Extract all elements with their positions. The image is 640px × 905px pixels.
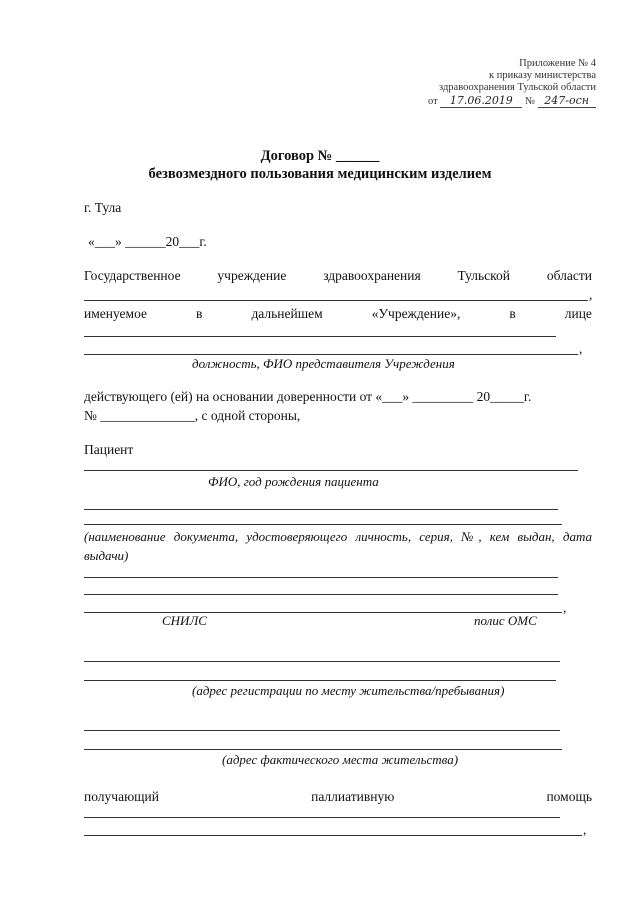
institution-word: области — [546, 268, 592, 283]
blank-line — [84, 354, 578, 355]
appendix-date-handwritten: 17.06.2019 — [440, 94, 522, 108]
appendix-number-prefix: № — [524, 96, 535, 107]
appendix-line-3: здравоохранения Тульской области — [439, 82, 596, 93]
blank-line — [84, 817, 560, 818]
appendix-number-handwritten: 247-осн — [538, 94, 596, 108]
contract-date-line: «___» ______20___г. — [88, 234, 207, 249]
named-word: дальнейшем — [251, 306, 323, 321]
blank-line — [84, 336, 556, 337]
receiving-care-row — [84, 789, 592, 805]
named-word: «Учреждение», — [371, 306, 461, 321]
blank-line — [84, 730, 560, 731]
snils-caption: СНИЛС — [162, 613, 207, 628]
named-word: именуемое — [84, 306, 147, 321]
blank-line — [84, 680, 556, 681]
receiving-word: паллиативную — [311, 789, 395, 804]
named-as-row — [84, 306, 592, 322]
institution-word: здравоохранения — [323, 268, 421, 283]
appendix-line-2: к приказу министерства — [488, 70, 596, 81]
proxy-number-line: № ______________, с одной стороны, — [84, 408, 301, 423]
document-caption: (наименование документа, удостоверяющего личность, серия, №, кем выдан, дата выдачи) — [84, 529, 592, 563]
patient-name-caption: ФИО, год рождения пациента — [208, 474, 379, 489]
appendix-date-row — [428, 94, 596, 108]
blank-line — [84, 577, 558, 578]
blank-line — [84, 470, 578, 471]
blank-line — [84, 835, 582, 836]
named-word: в — [196, 306, 203, 321]
blank-line — [84, 509, 558, 510]
named-word: в — [509, 306, 516, 321]
comma: , — [589, 287, 593, 302]
blank-line — [84, 524, 562, 525]
institution-word: Государственное — [84, 268, 181, 283]
registration-address-caption: (адрес регистрации по месту жительства/пребывания) — [192, 683, 505, 698]
blank-line — [84, 749, 562, 750]
receiving-word: помощь — [546, 789, 592, 804]
blank-line — [84, 594, 558, 595]
basis-line: действующего (ей) на основании доверенности от «___» _________ 20_____г. — [84, 389, 532, 404]
blank-line — [84, 661, 560, 662]
comma: , — [583, 822, 587, 837]
comma: , — [579, 341, 583, 356]
city: г. Тула — [84, 200, 122, 215]
institution-word: Тульской — [457, 268, 511, 283]
actual-address-caption: (адрес фактического места жительства) — [222, 752, 459, 767]
representative-caption: должность, ФИО представителя Учреждения — [192, 356, 455, 371]
appendix-date-prefix: от — [428, 96, 438, 107]
contract-title: Договор № ______ — [260, 148, 380, 164]
patient-label: Пациент — [84, 442, 134, 457]
named-word: лице — [564, 306, 592, 321]
receiving-word: получающий — [84, 789, 159, 804]
oms-caption: полис ОМС — [474, 613, 537, 628]
institution-name-row — [84, 268, 592, 284]
comma: , — [563, 600, 567, 615]
contract-subtitle: безвозмездного пользования медицинским изделием — [148, 166, 492, 182]
blank-line — [84, 300, 588, 301]
appendix-line-1: Приложение № 4 — [519, 58, 596, 69]
institution-word: учреждение — [217, 268, 287, 283]
